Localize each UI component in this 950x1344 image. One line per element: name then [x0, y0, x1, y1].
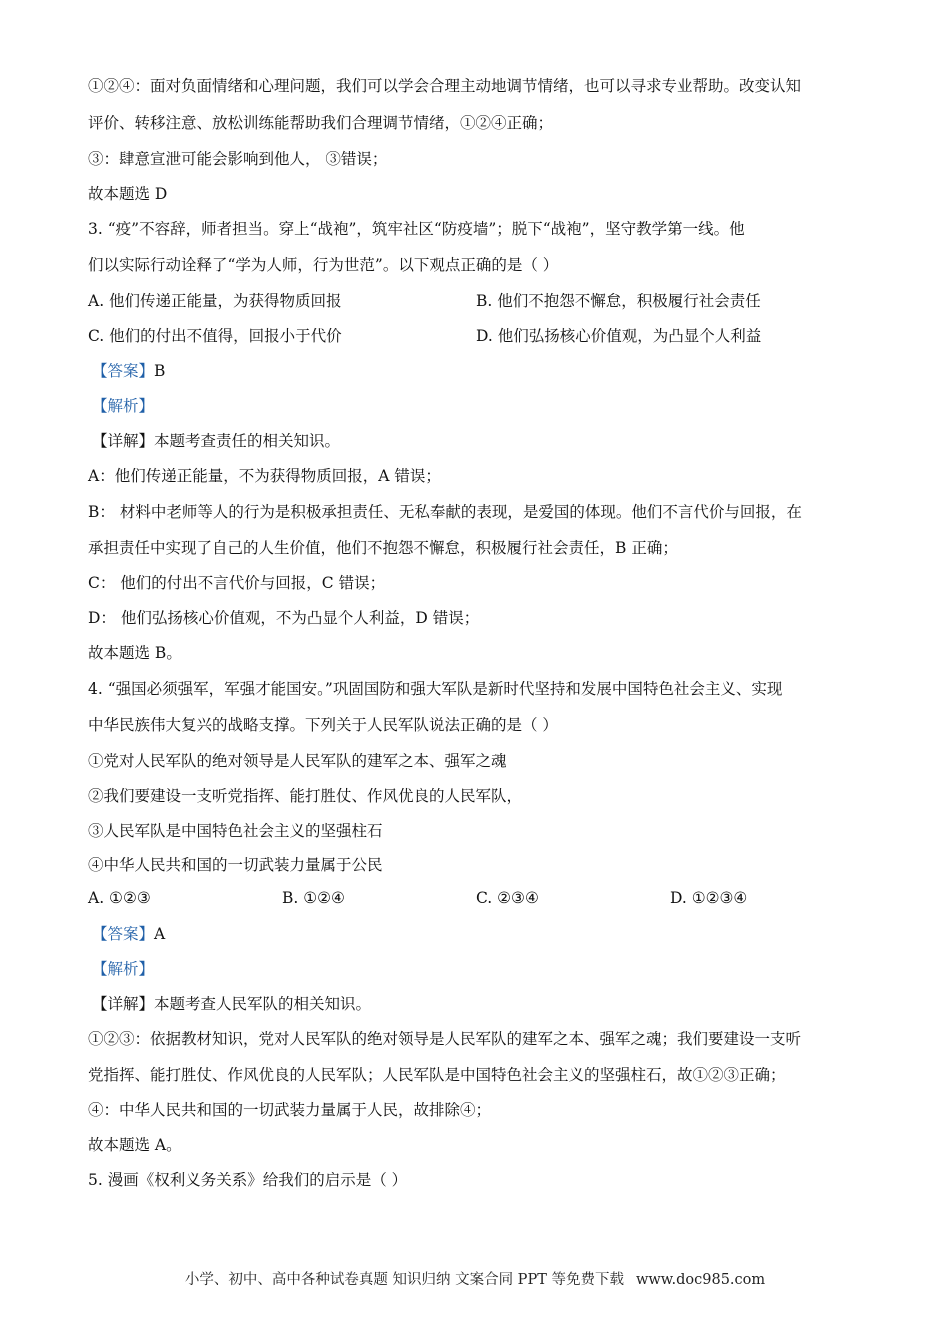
paragraph-line: B： 材料中老师等人的行为是积极承担责任、无私奉献的表现，是爱国的体现。他们不言代价与回报，在	[88, 503, 802, 521]
paragraph-line: 故本题选 A。	[88, 1136, 182, 1154]
paragraph-line: 承担责任中实现了自己的人生价值，他们不抱怨不懈怠，积极履行社会责任，B 正确；	[88, 539, 678, 557]
q3-detail	[92, 431, 340, 451]
q3-option-c: C. 他们的付出不值得，回报小于代价	[88, 327, 342, 345]
footer-text: 小学、初中、高中各种试卷真题 知识归纳 文案合同 PPT 等免费下载	[184, 1272, 624, 1288]
question-4-stem: 4. “强国必须强军，军强才能国安。”巩固国防和强大军队是新时代坚持和发展中国特色社会主义、实现	[88, 680, 783, 698]
q4-analysis-tag: 【解析】	[92, 960, 155, 978]
paragraph-line: 故本题选 D	[88, 185, 168, 203]
q3-option-b: B. 他们不抱怨不懈怠，积极履行社会责任	[476, 292, 761, 310]
paragraph-line: 党指挥、能打胜仗、作风优良的人民军队；人民军队是中国特色社会主义的坚强柱石，故①②③正确；	[88, 1066, 786, 1084]
paragraph-line: C： 他们的付出不言代价与回报，C 错误；	[88, 574, 386, 592]
paragraph-line: ①②④：面对负面情绪和心理问题，我们可以学会合理主动地调节情绪，也可以寻求专业帮助。改变认知	[88, 77, 802, 95]
detail-text: 本题考查人民军队的相关知识。	[154, 995, 372, 1013]
q4-statement: ②我们要建设一支听党指挥、能打胜仗、作风优良的人民军队，	[88, 787, 523, 805]
paragraph-line: 故本题选 B。	[88, 644, 182, 662]
q4-option-c: C. ②③④	[476, 889, 539, 907]
paragraph-line: ④：中华人民共和国的一切武装力量属于人民，故排除④；	[88, 1101, 492, 1119]
q4-statement: ④中华人民共和国的一切武装力量属于公民	[88, 856, 383, 874]
paragraph-line: ①②③：依据教材知识，党对人民军队的绝对领导是人民军队的建军之本、强军之魂；我们要建设一支听	[88, 1030, 802, 1048]
detail-tag: 【详解】	[92, 995, 155, 1013]
q4-option-a: A. ①②③	[88, 889, 151, 907]
paragraph-line: ③：肆意宣泄可能会影响到他人， ③错误；	[88, 150, 388, 168]
q3-option-d: D. 他们弘扬核心价值观，为凸显个人利益	[476, 327, 762, 345]
question-5-stem: 5. 漫画《权利义务关系》给我们的启示是（ ）	[88, 1171, 408, 1189]
page-footer	[0, 1270, 950, 1290]
q4-option-b: B. ①②④	[282, 889, 345, 907]
question-3-stem: 3. “疫”不容辞，师者担当。穿上“战袍”，筑牢社区“防疫墙”；脱下“战袍”，坚守教学第一线。他	[88, 220, 745, 238]
q4-option-d: D. ①②③④	[670, 889, 748, 907]
answer-value: A	[154, 925, 166, 943]
q3-analysis-tag: 【解析】	[92, 397, 155, 415]
paragraph-line: 评价、转移注意、放松训练能帮助我们合理调节情绪，①②④正确；	[88, 114, 554, 132]
paragraph-line: A：他们传递正能量，不为获得物质回报，A 错误；	[88, 467, 441, 485]
question-4-stem: 中华民族伟大复兴的战略支撑。下列关于人民军队说法正确的是（ ）	[88, 716, 558, 734]
q4-statement: ③人民军队是中国特色社会主义的坚强柱石	[88, 822, 383, 840]
q4-answer	[92, 924, 165, 944]
answer-tag: 【答案】	[92, 362, 155, 380]
answer-value: B	[154, 362, 166, 380]
question-3-stem: 们以实际行动诠释了“学为人师，行为世范”。以下观点正确的是（ ）	[88, 256, 559, 274]
footer-link[interactable]: www.doc985.com	[635, 1272, 766, 1288]
q3-answer	[92, 361, 165, 381]
q3-option-a: A. 他们传递正能量，为获得物质回报	[88, 292, 342, 310]
detail-tag: 【详解】	[92, 432, 155, 450]
paragraph-line: D： 他们弘扬核心价值观，不为凸显个人利益，D 错误；	[88, 609, 480, 627]
q4-statement: ①党对人民军队的绝对领导是人民军队的建军之本、强军之魂	[88, 752, 507, 770]
q4-detail	[92, 994, 371, 1014]
detail-text: 本题考查责任的相关知识。	[154, 432, 341, 450]
answer-tag: 【答案】	[92, 925, 155, 943]
